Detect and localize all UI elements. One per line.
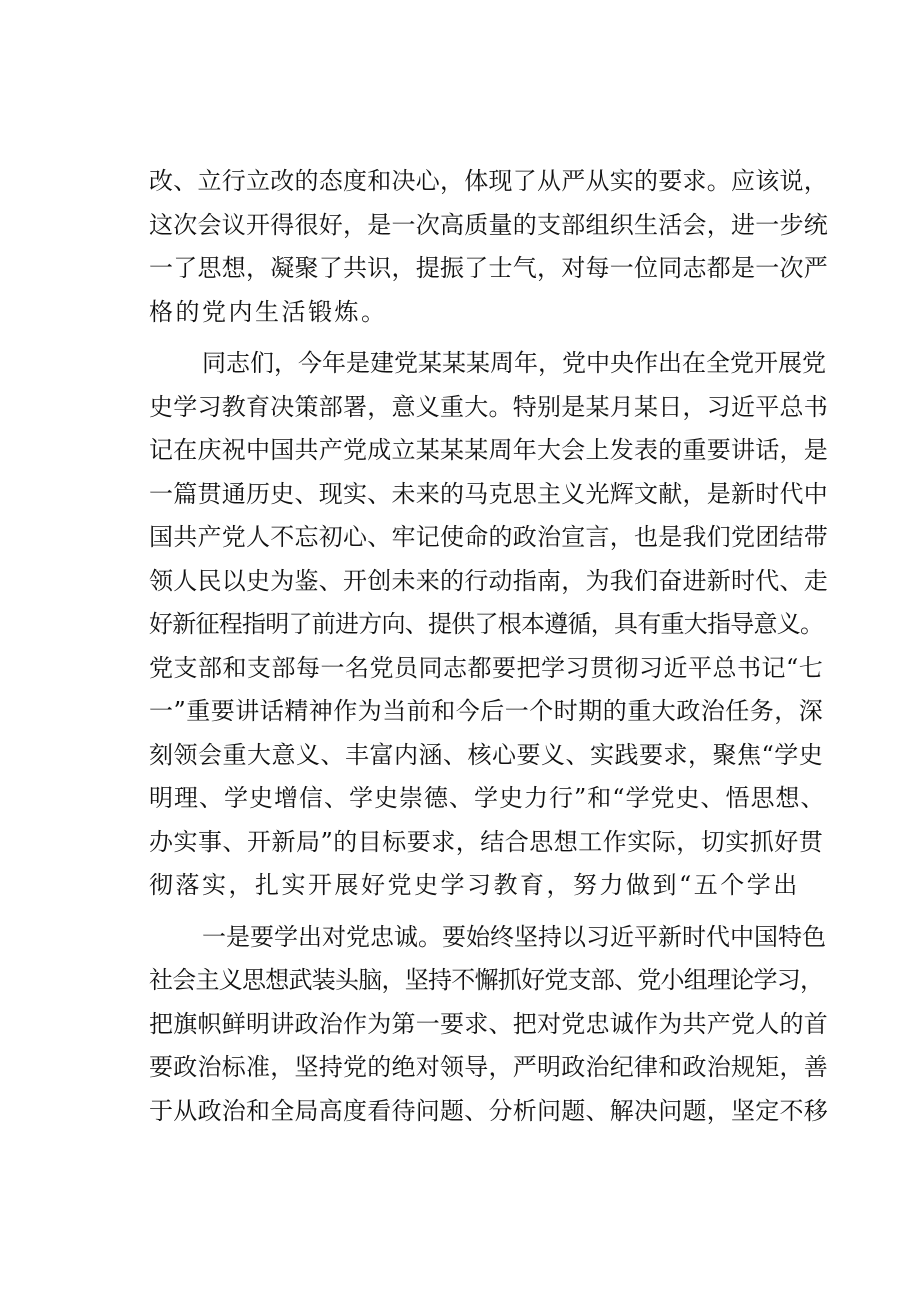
text-line: 领人民以史为鉴、开创未来的行动指南，为我们奋进新时代、走	[149, 566, 828, 595]
text-line: 一是要学出对党忠诚。要始终坚持以习近平新时代中国特色	[202, 922, 826, 951]
text-line: 好新征程指明了前进方向、提供了根本遵循，具有重大指导意义。	[149, 610, 824, 638]
text-line: 要政治标准，坚持党的绝对领导，严明政治纪律和政治规矩，善	[149, 1053, 828, 1081]
paragraph-spacer	[149, 908, 809, 916]
text-line: 史学习教育决策部署，意义重大。特别是某月某日，习近平总书	[149, 392, 828, 421]
text-line: 国共产党人不忘初心、牢记使命的政治宣言，也是我们党团结带	[149, 523, 828, 551]
text-line: 把旗帜鲜明讲政治作为第一要求、把对党忠诚作为共产党人的首	[149, 1009, 828, 1038]
paragraph-spacer	[149, 334, 809, 342]
paragraph-1	[149, 160, 828, 334]
text-line: 一”重要讲话精神作为当前和今后一个时期的重大政治任务，深	[149, 697, 824, 725]
text-line: 刻领会重大意义、丰富内涵、核心要义、实践要求，聚焦“学史	[149, 740, 824, 769]
text-line: 一了思想，凝聚了共识，提振了士气，对每一位同志都是一次严	[149, 254, 828, 282]
text-line: 格的党内生活锻炼。	[149, 297, 388, 326]
text-line: 这次会议开得很好，是一次高质量的支部组织生活会，进一步统	[149, 210, 828, 239]
text-line: 于从政治和全局高度看待问题、分析问题、解决问题，坚定不移	[149, 1096, 828, 1125]
text-line: 明理、学史增信、学史崇德、学史力行”和“学党史、悟思想、	[149, 784, 826, 812]
text-line: 记在庆祝中国共产党成立某某某周年大会上发表的重要讲话，是	[149, 436, 828, 464]
text-line: 一篇贯通历史、现实、未来的马克思主义光辉文献，是新时代中	[149, 479, 828, 508]
text-line: 办实事、开新局”的目标要求，结合思想工作实际，切实抓好贯	[149, 827, 824, 856]
paragraph-3	[149, 916, 828, 1134]
text-line: 同志们，今年是建党某某某周年，党中央作出在全党开展党	[202, 349, 826, 377]
document-body	[149, 160, 828, 1133]
text-line: 党支部和支部每一名党员同志都要把学习贯彻习近平总书记“七	[149, 653, 824, 682]
text-line: 社会主义思想武装头脑，坚持不懈抓好党支部、党小组理论学习，	[149, 966, 824, 994]
text-line: 彻落实，扎实开展好党史学习教育，努力做到“五个学出	[149, 871, 800, 899]
text-line: 改、立行立改的态度和决心，体现了从严从实的要求。应该说，	[149, 167, 828, 195]
paragraph-2	[149, 342, 828, 908]
